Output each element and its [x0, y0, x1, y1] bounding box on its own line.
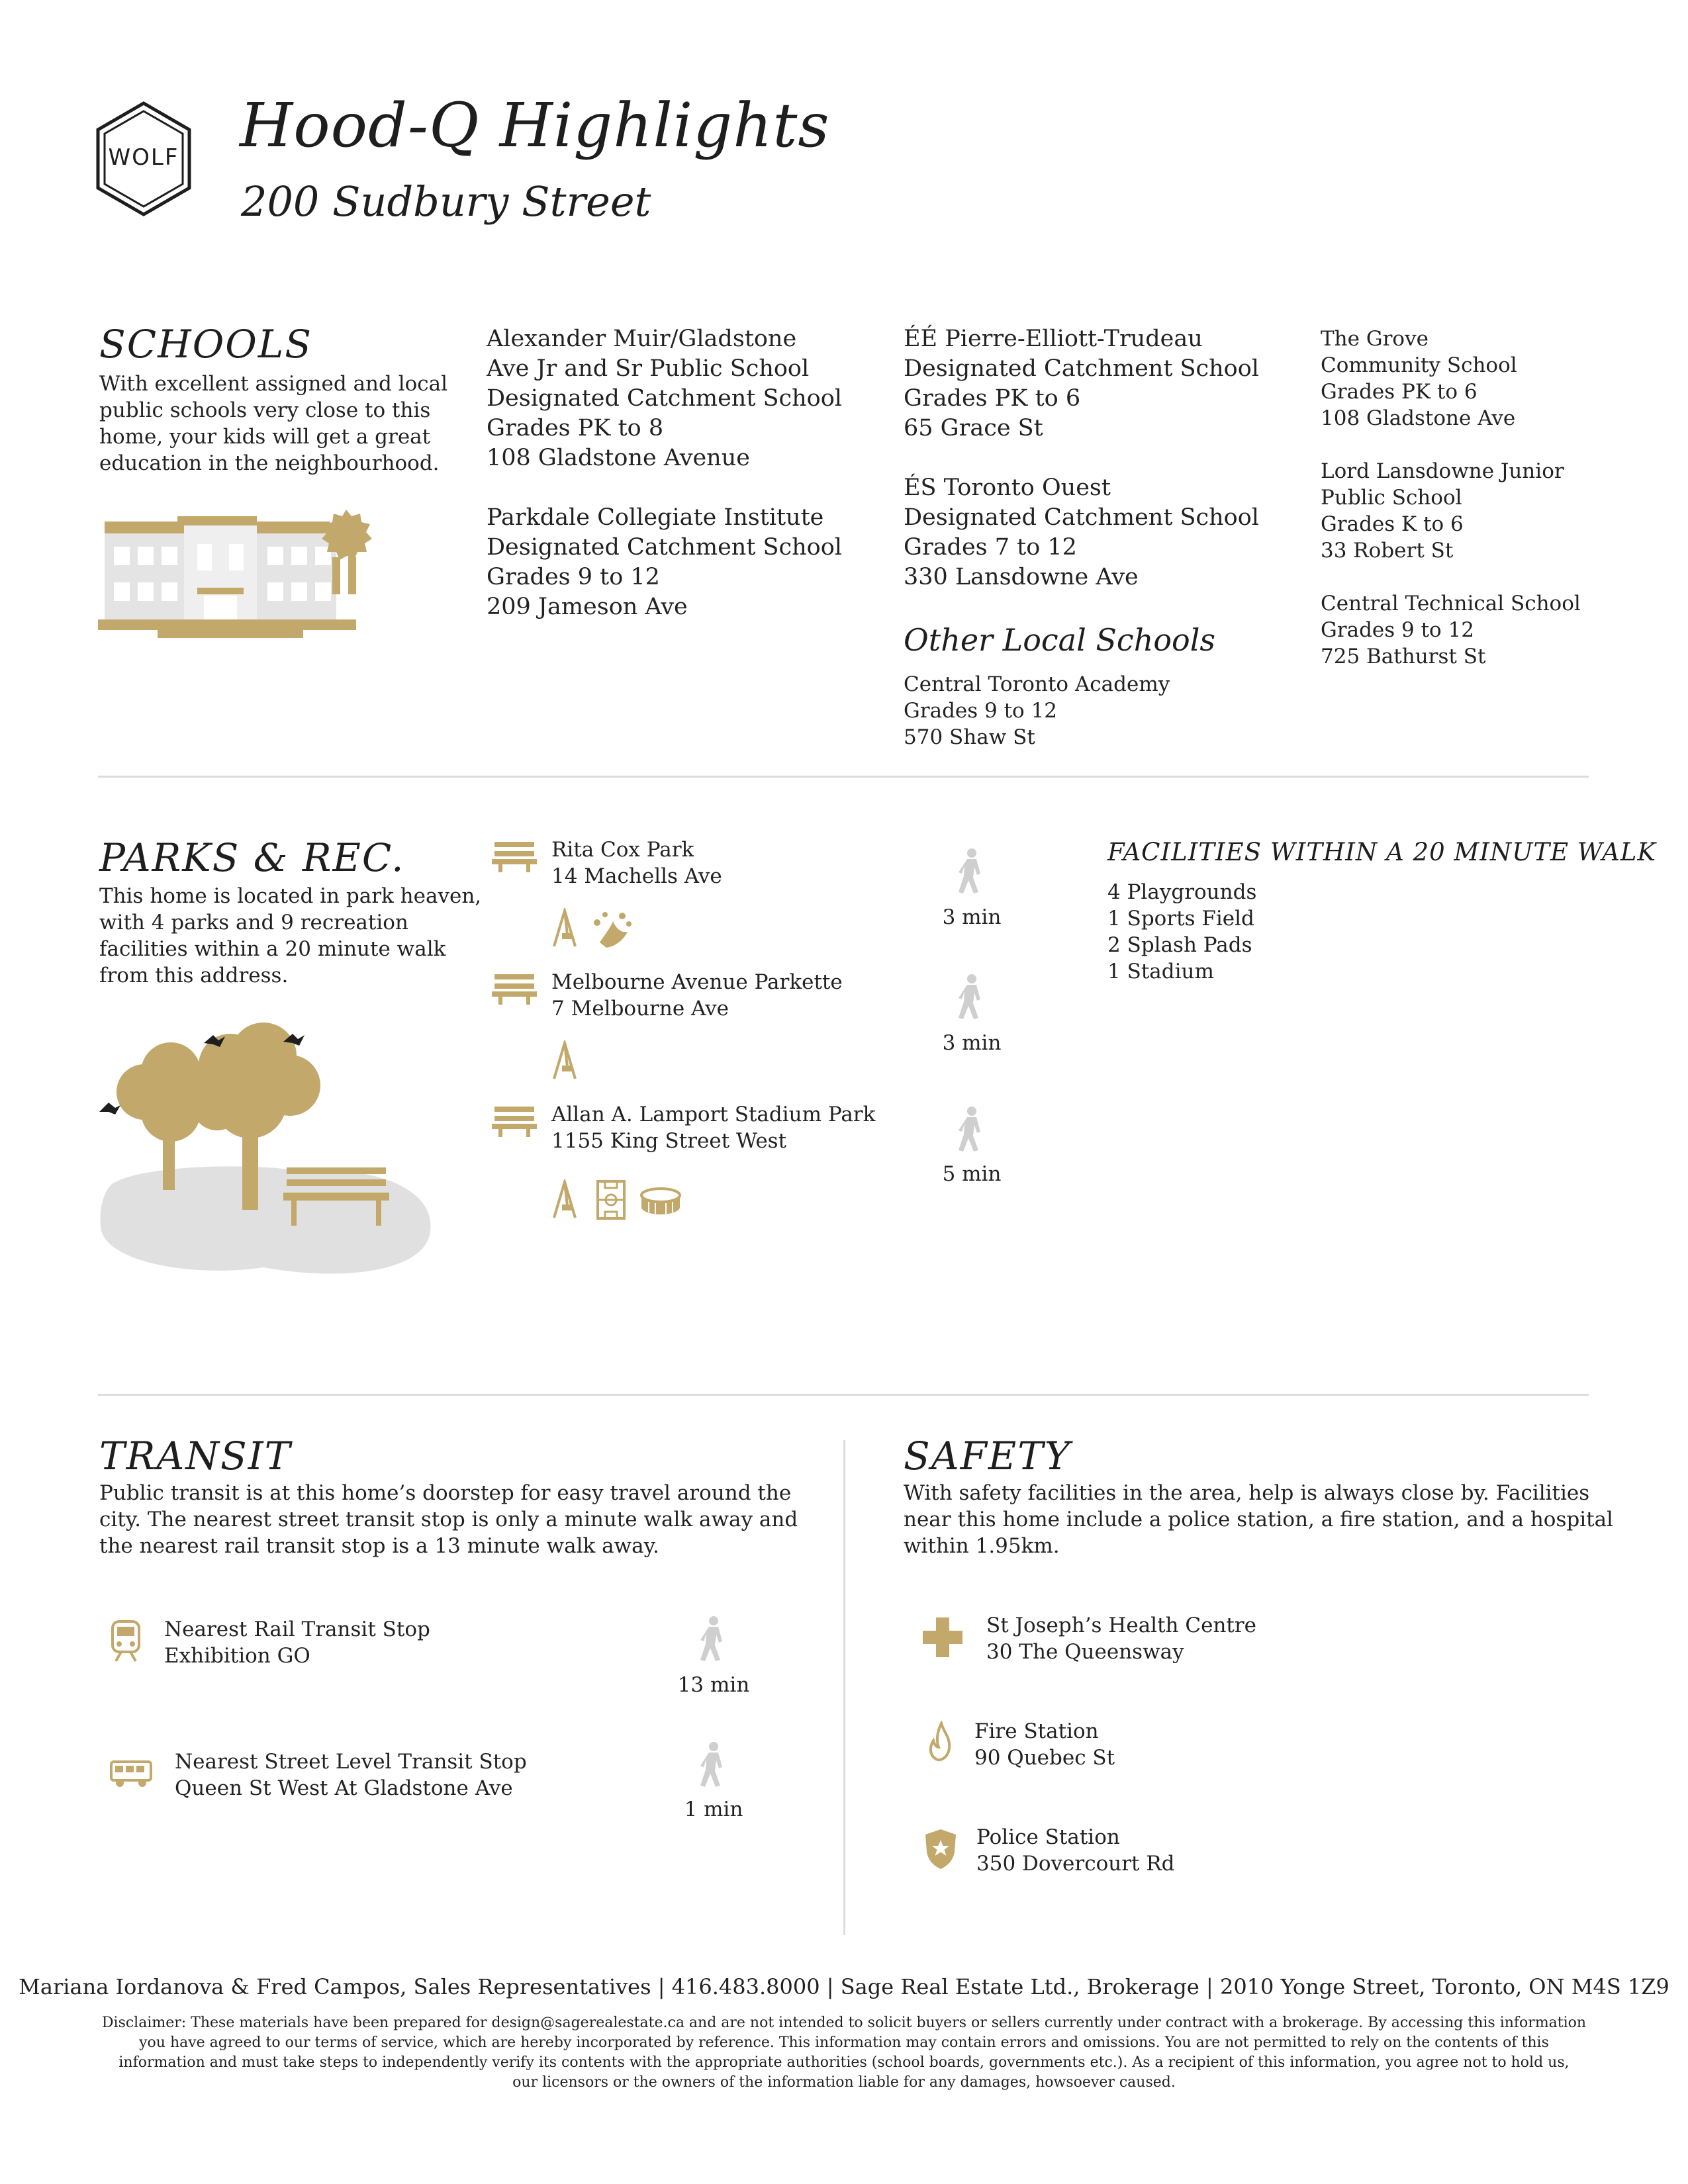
- walking-person-icon: [697, 1616, 730, 1669]
- park-bench-icon: [491, 842, 538, 875]
- safety-intro: With safety facilities in the area, help is always close by. Facilities near this home include a police station, a fire station, and a hospital within 1.95km.: [904, 1481, 1613, 1558]
- playground-icon: [551, 908, 578, 949]
- school-alexander-muir: Alexander Muir/Gladstone Ave Jr and Sr Public School Designated Catchment School Grades PK to 8 108 Gladstone Avenue: [487, 326, 842, 471]
- walking-person-icon: [955, 974, 988, 1027]
- park-rita-cox: Rita Cox Park 14 Machells Ave: [551, 838, 722, 888]
- park-bench-icon: [491, 974, 538, 1007]
- school-building-icon: [98, 503, 389, 642]
- hospital-cross-icon: [921, 1616, 964, 1659]
- school-col2: [904, 324, 1259, 592]
- divider-schools: [98, 776, 1589, 778]
- logo-text: WOLF: [108, 144, 179, 171]
- walk-time: 1 min: [684, 1797, 743, 1821]
- walk-time: 5 min: [942, 1162, 1002, 1186]
- other-schools-heading: Other Local Schools: [904, 622, 1216, 658]
- walk-time: 13 min: [677, 1673, 750, 1697]
- playground-icon: [551, 1040, 578, 1081]
- property-address: 200 Sudbury Street: [241, 177, 651, 226]
- splash-pad-icon: [590, 908, 633, 949]
- transit-intro: Public transit is at this home’s doorstep for easy travel around the city. The nearest street transit stop is only a minute walk away and the nearest rail transit stop is a 13 minute walk away.: [99, 1481, 798, 1558]
- facilities-heading: FACILITIES WITHIN A 20 MINUTE WALK: [1107, 838, 1656, 866]
- facility-item: 4 Playgrounds: [1107, 880, 1257, 904]
- police-station: Police Station 350 Dovercourt Rd: [976, 1825, 1175, 1876]
- school-pierre-elliott-trudeau: ÉÉ Pierre-Elliott-Trudeau Designated Catchment School Grades PK to 6 65 Grace St: [904, 326, 1259, 441]
- parks-heading: PARKS & REC.: [99, 835, 405, 880]
- divider-parks: [98, 1394, 1589, 1396]
- school-col1: [487, 324, 842, 622]
- disclaimer: Disclaimer: These materials have been prepared for design@sagerealestate.ca and are not intended to solicit buyers or sellers currently under contract with a brokerage. By accessing this information you have agreed to our terms of service, which are hereby incorporated by reference. This information may contain errors and omissions. You are not permitted to rely on the contents of this information and must take steps to independently verify its contents with the appropriate authorities (school boards, governments etc.). As a recipient of this information, you agree not to hold us, our licensors or the owners of the information liable for any damages, howsoever caused.: [101, 2015, 1587, 2091]
- school-the-grove: The Grove Community School Grades PK to 6 108 Gladstone Ave: [1321, 327, 1517, 430]
- playground-icon: [551, 1179, 578, 1220]
- rail-transit-stop: Nearest Rail Transit Stop Exhibition GO: [164, 1617, 430, 1668]
- bus-icon: [110, 1759, 152, 1788]
- fire-station: Fire Station 90 Quebec St: [974, 1719, 1115, 1770]
- walking-person-icon: [697, 1742, 730, 1795]
- school-toronto-ouest: ÉS Toronto Ouest Designated Catchment School Grades 7 to 12 330 Lansdowne Ave: [904, 475, 1259, 590]
- school-lord-lansdowne: Lord Lansdowne Junior Public School Grades K to 6 33 Robert St: [1321, 459, 1564, 563]
- transit-heading: TRANSIT: [99, 1433, 292, 1479]
- facilities-list: [1107, 879, 1256, 985]
- logo: [94, 101, 193, 217]
- park-trees-illustration: [98, 1019, 442, 1284]
- facility-item: 1 Sports Field: [1107, 907, 1254, 931]
- fire-icon: [927, 1721, 953, 1763]
- page-title: Hood-Q Highlights: [240, 90, 830, 161]
- facility-item: 2 Splash Pads: [1107, 933, 1252, 957]
- schools-heading: SCHOOLS: [99, 322, 313, 367]
- street-transit-stop: Nearest Street Level Transit Stop Queen St West At Gladstone Ave: [175, 1750, 527, 1800]
- safety-heading: SAFETY: [904, 1433, 1072, 1479]
- school-col3: [1321, 326, 1581, 670]
- school-central-toronto-academy: Central Toronto Academy Grades 9 to 12 570 Shaw St: [904, 672, 1170, 749]
- walk-time: 3 min: [942, 905, 1002, 929]
- parks-intro: This home is located in park heaven, with 4 parks and 9 recreation facilities within a 20 minute walk from this address.: [99, 884, 482, 987]
- walking-person-icon: [955, 848, 988, 901]
- hospital: St Joseph’s Health Centre 30 The Queensway: [986, 1614, 1257, 1664]
- school-parkdale: Parkdale Collegiate Institute Designated Catchment School Grades 9 to 12 209 Jameson Ave: [487, 504, 842, 620]
- sports-field-icon: [596, 1179, 626, 1220]
- school-central-technical: Central Technical School Grades 9 to 12 725 Bathurst St: [1321, 592, 1581, 668]
- train-icon: [109, 1620, 142, 1662]
- park-allan-lamport: Allan A. Lamport Stadium Park 1155 King Street West: [551, 1103, 876, 1153]
- police-badge-icon: [924, 1828, 957, 1870]
- stadium-icon: [639, 1186, 682, 1218]
- walk-time: 3 min: [942, 1031, 1002, 1055]
- agent-contact: Mariana Iordanova & Fred Campos, Sales Representatives | 416.483.8000 | Sage Real Estate Ltd., Brokerage | 2010 Yonge Street, Toronto, ON M4S 1Z9: [19, 1974, 1669, 1999]
- walking-person-icon: [955, 1107, 988, 1160]
- facility-item: 1 Stadium: [1107, 960, 1214, 983]
- vertical-divider: [843, 1440, 845, 1935]
- park-bench-icon: [491, 1107, 538, 1140]
- park-melbourne-avenue: Melbourne Avenue Parkette 7 Melbourne Ave: [551, 970, 843, 1021]
- schools-intro: With excellent assigned and local public schools very close to this home, your kids will get a great education in the neighbourhood.: [99, 372, 448, 475]
